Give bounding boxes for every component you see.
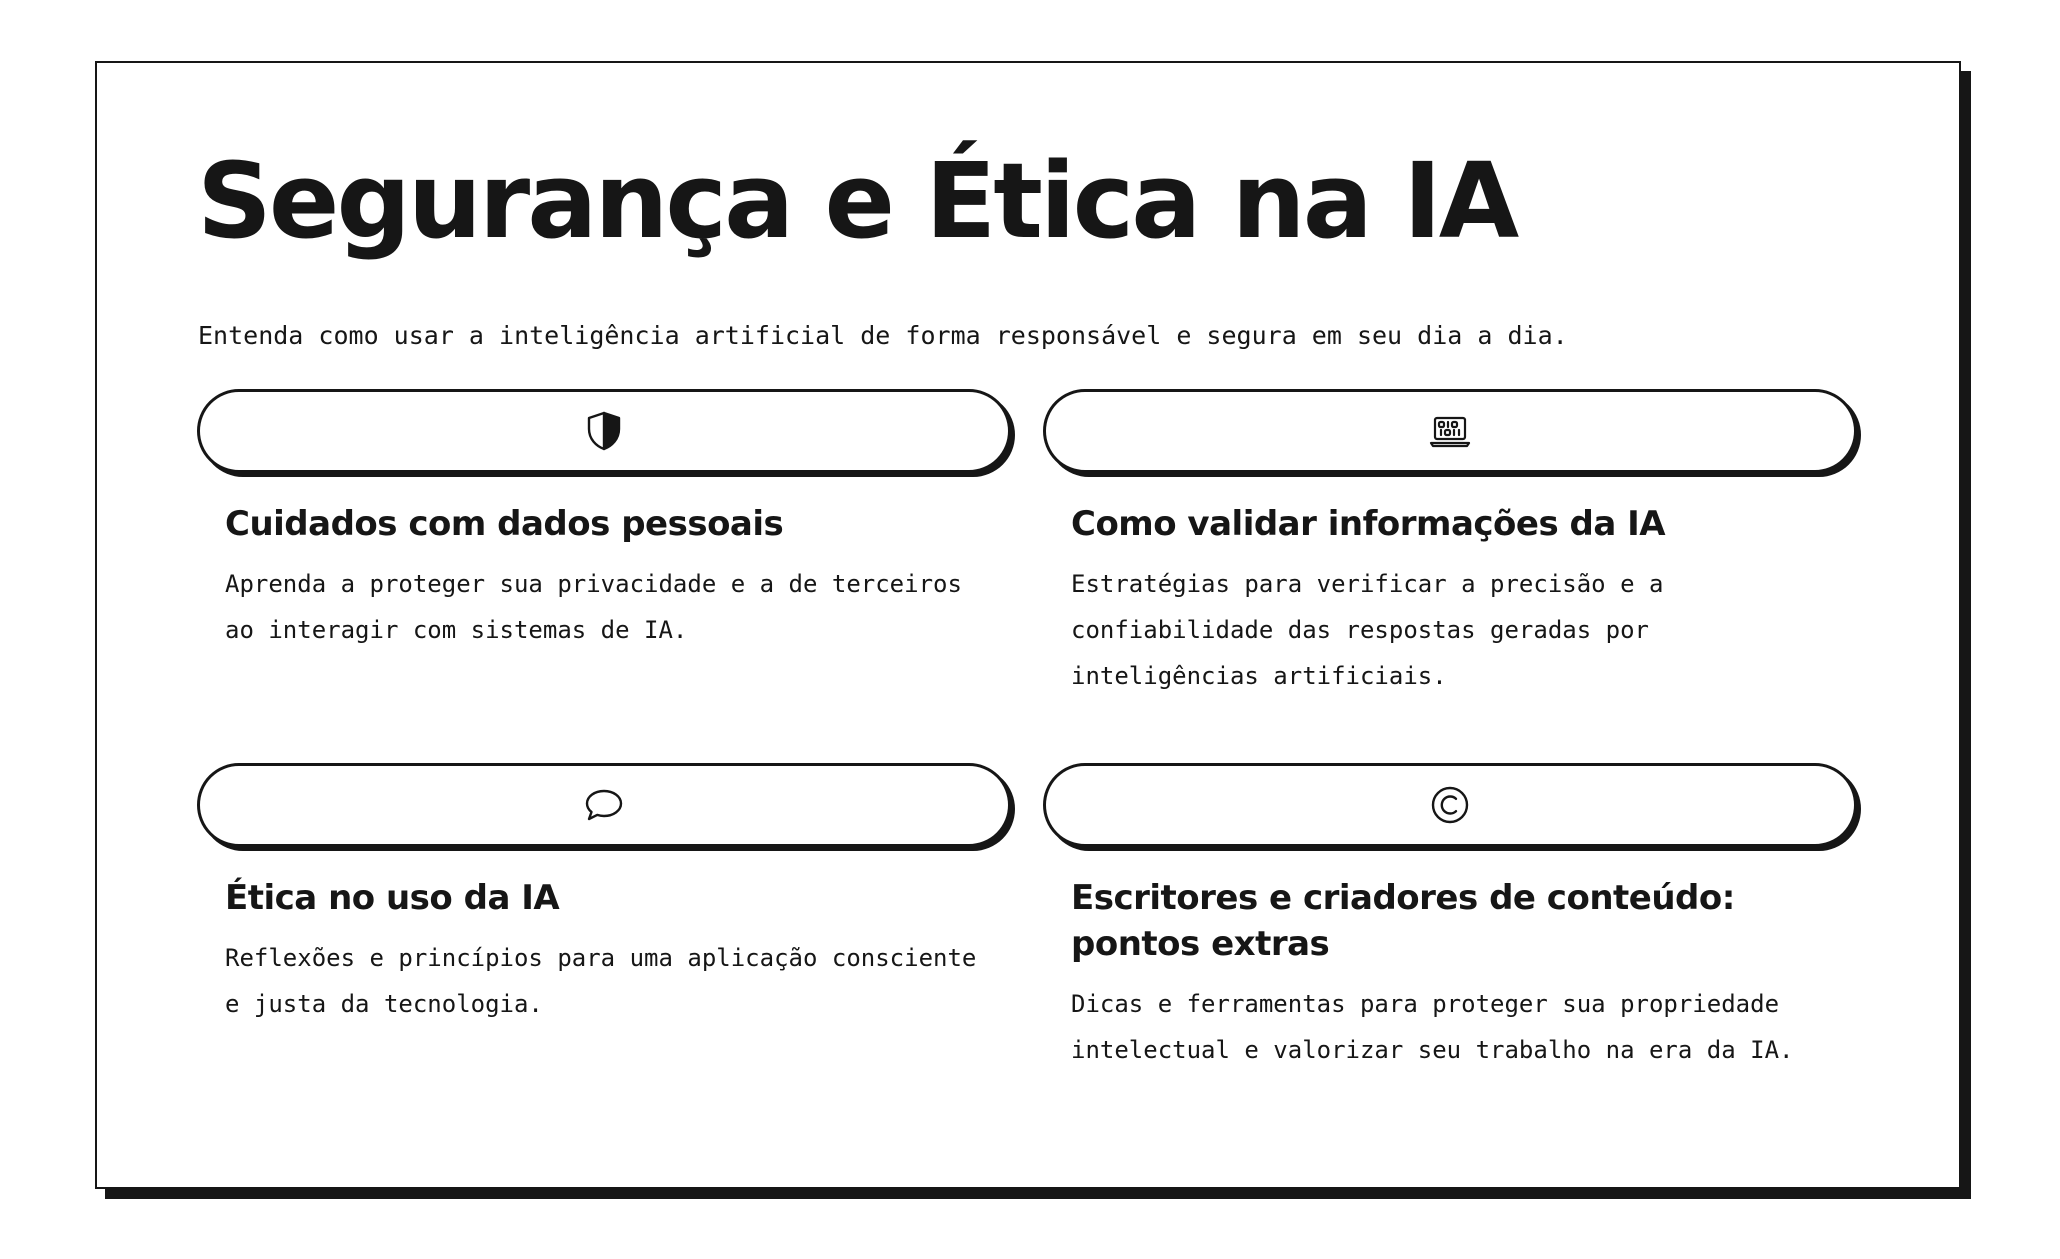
- copyright-icon: [1428, 783, 1472, 827]
- topic-title: Escritores e criadores de conteúdo: pontos extras: [1071, 878, 1735, 964]
- topic-title: Cuidados com dados pessoais: [225, 504, 784, 544]
- topic-banner: [1043, 389, 1857, 473]
- topic-card-personal-data: [197, 389, 1015, 653]
- page-title: Segurança e Ética na IA: [197, 140, 1517, 262]
- topic-title: Como validar informações da IA: [1071, 504, 1666, 544]
- topic-description: Reflexões e princípios para uma aplicação consciente e justa da tecnologia.: [225, 944, 977, 1018]
- topic-description: Estratégias para verificar a precisão e a confiabilidade das respostas geradas por inteligências artificiais.: [1071, 570, 1664, 690]
- topic-banner: [197, 763, 1011, 847]
- topic-title: Ética no uso da IA: [225, 878, 560, 918]
- topic-card-ethics: [197, 763, 1015, 1027]
- topic-card-validate-info: [1043, 389, 1861, 699]
- topic-banner: [197, 389, 1011, 473]
- topic-description: Aprenda a proteger sua privacidade e a de terceiros ao interagir com sistemas de IA.: [225, 570, 962, 644]
- binary-laptop-icon: [1428, 409, 1472, 453]
- chat-bubble-icon: [582, 783, 626, 827]
- topic-card-content-creators: [1043, 763, 1861, 1073]
- page-subtitle: Entenda como usar a inteligência artificial de forma responsável e segura em seu dia a dia.: [198, 321, 1568, 350]
- shield-icon: [582, 409, 626, 453]
- slide-card: [95, 61, 1961, 1189]
- topic-description: Dicas e ferramentas para proteger sua propriedade intelectual e valorizar seu trabalho na era da IA.: [1071, 990, 1794, 1064]
- topic-banner: [1043, 763, 1857, 847]
